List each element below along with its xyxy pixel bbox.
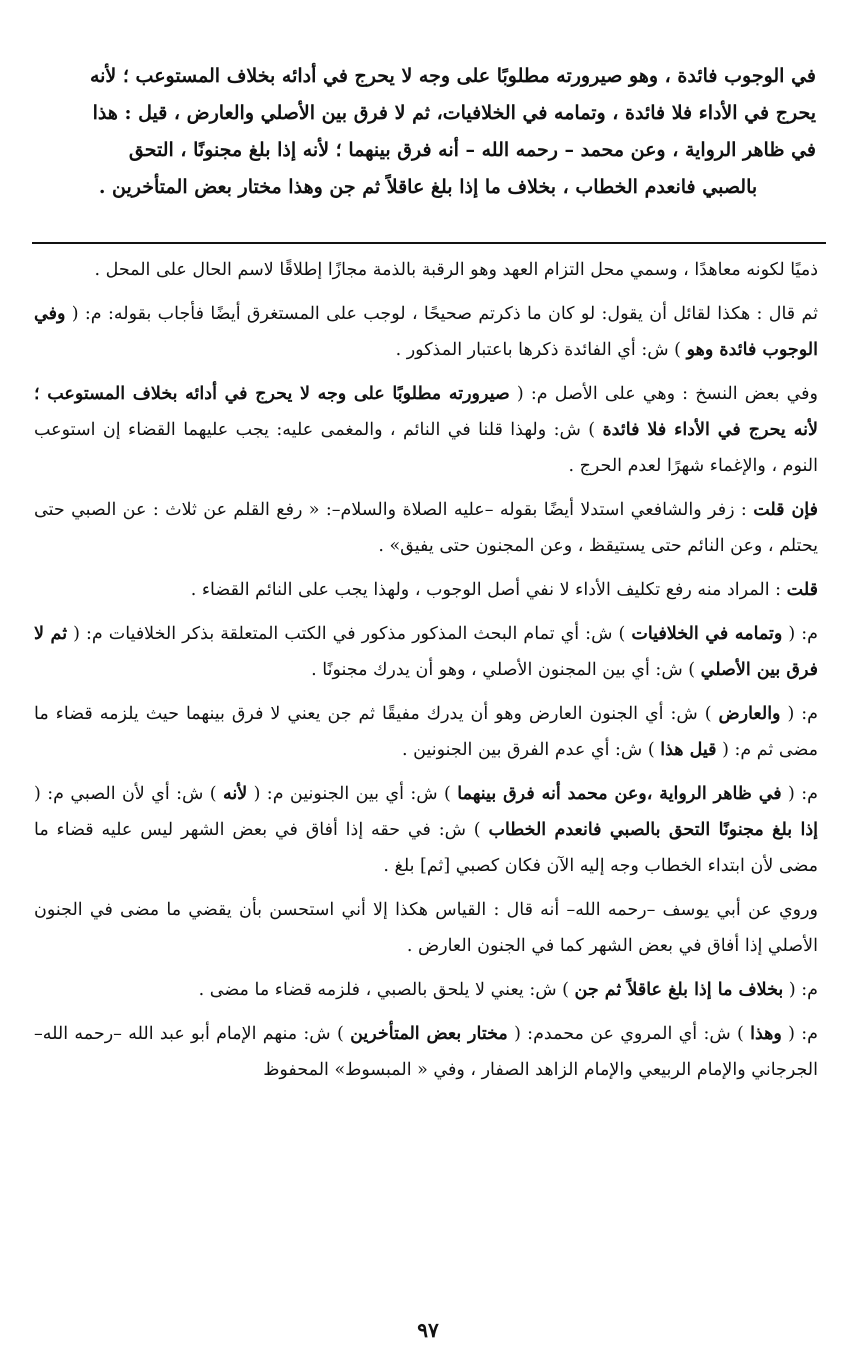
main-text-line: في الوجوب فائدة ، وهو صيرورته مطلوبًا على وجه لا يحرج في أدائه بخلاف المستوعب ؛ لأنه <box>89 65 816 87</box>
commentary-text: : المراد منه رفع تكليف الأداء لا نفي أصل الوجوب ، ولهذا يجب على النائم القضاء . <box>190 580 782 600</box>
commentary-text: ) ش: يعني لا يلحق بالصبي ، فلزمه قضاء ما مضى . <box>198 980 569 1000</box>
page-number: ٩٧ <box>417 1318 439 1342</box>
commentary-paragraph <box>34 776 818 884</box>
quoted-matn: بخلاف ما إذا بلغ عاقلاً ثم جن <box>574 980 784 1000</box>
commentary-paragraph <box>34 492 818 564</box>
commentary-text: ) ش: أي لأن الصبي م: ( <box>34 784 217 804</box>
commentary-text: ) ش: أي المروي عن محمدم: ( <box>514 1024 744 1044</box>
quoted-matn: وفي الوجوب فائدة وهو <box>34 304 818 360</box>
commentary-paragraph <box>34 616 818 688</box>
commentary-text: ) ش: في حقه إذا أفاق في بعض الشهر ليس عليه قضاء ما مضى لأن ابتداء الخطاب وجه إليه الآن فكان كصبي [ثم] بلغ . <box>34 820 818 876</box>
commentary-text: م: ( <box>788 784 818 804</box>
quoted-matn: إذا بلغ مجنونًا التحق بالصبي فانعدم الخطاب <box>488 820 818 840</box>
quoted-matn: والعارض <box>718 704 781 724</box>
commentary-text: م: ( <box>787 704 818 724</box>
commentary-paragraph: وروي عن أبي يوسف –رحمه الله– أنه قال : القياس هكذا إلا أني استحسن بأن يقضي ما مضى في الجنون الأصلي إذا أفاق في بعض الشهر كما في الجنون العارض . <box>34 900 818 956</box>
question-label: فإن قلت <box>753 500 818 520</box>
quoted-matn: ثم لا فرق بين الأصلي <box>34 624 818 680</box>
section-divider <box>32 242 826 244</box>
quoted-matn: وهذا <box>750 1024 782 1044</box>
commentary-text: ) ش: أي الجنون العارض وهو أن يدرك مفيقًا ثم جن يعني لا فرق بينهما حيث يلزمه قضاء ما مضى ثم م: ( <box>34 704 818 760</box>
quoted-matn: وتمامه في الخلافيات <box>631 624 783 644</box>
commentary-block <box>34 252 818 1096</box>
commentary-paragraph <box>34 1016 818 1088</box>
commentary-text: ثم قال : هكذا لقائل أن يقول: لو كان ما ذكرتم صحيحًا ، لوجب على المستغرق أيضًا فأجاب بقوله: م: ( <box>71 304 818 324</box>
commentary-paragraph <box>34 972 818 1008</box>
quoted-matn: لأنه <box>222 784 248 804</box>
commentary-text: م: ( <box>788 980 818 1000</box>
main-text-line: بالصبي فانعدم الخطاب ، بخلاف ما إذا بلغ عاقلاً ثم جن وهذا مختار بعض المتأخرين . <box>98 176 758 198</box>
commentary-text: م: ( <box>788 1024 818 1044</box>
commentary-text: ) ش: ولهذا قلنا في النائم ، والمغمى عليه: يجب عليهما القضاء إن استوعب النوم ، والإغماء شهرًا لعدم الحرج . <box>34 420 818 476</box>
commentary-text: وفي بعض النسخ : وهي على الأصل م: ( <box>516 384 818 404</box>
commentary-text: ) ش: أي بين الجنونين م: ( <box>253 784 451 804</box>
commentary-paragraph <box>34 376 818 484</box>
commentary-text: ) ش: منهم الإمام أبو عبد الله –رحمه الله– الجرجاني والإمام الربيعي والإمام الزاهد الصفار ، وفي « المبسوط» المحفوظ <box>34 1024 818 1080</box>
main-text-line: في ظاهر الرواية ، وعن محمد – رحمه الله – أنه فرق بينهما ؛ لأنه إذا بلغ مجنونًا ، التحق <box>128 139 816 161</box>
commentary-text: ) ش: أي تمام البحث المذكور مذكور في الكتب المتعلقة بذكر الخلافيات م: ( <box>73 624 626 644</box>
commentary-text: : زفر والشافعي استدلا أيضًا بقوله –عليه الصلاة والسلام–: « رفع القلم عن ثلاث : عن الصبي حتى يحتلم ، وعن النائم حتى يستيقظ ، وعن المجنون حتى يفيق» . <box>34 500 818 556</box>
quoted-matn: صيرورته مطلوبًا على وجه لا يحرج في أدائه بخلاف المستوعب ؛ لأنه يحرج في الأداء فلا فائدة <box>34 384 818 440</box>
main-text-block <box>40 58 816 206</box>
quoted-matn: قيل هذا <box>660 740 717 760</box>
answer-label: قلت <box>786 580 818 600</box>
quoted-matn: مختار بعض المتأخرين <box>350 1024 508 1044</box>
commentary-paragraph: ذميًا لكونه معاهدًا ، وسمي محل التزام العهد وهو الرقبة بالذمة مجازًا إطلاقًا لاسم الحال على المحل . <box>94 260 818 280</box>
commentary-paragraph <box>34 296 818 368</box>
commentary-text: ) ش: أي عدم الفرق بين الجنونين . <box>402 740 655 760</box>
quoted-matn: في ظاهر الرواية ،وعن محمد أنه فرق بينهما <box>457 784 782 804</box>
commentary-paragraph <box>34 696 818 768</box>
commentary-text: م: ( <box>788 624 818 644</box>
commentary-text: ) ش: أي الفائدة ذكرها باعتبار المذكور . <box>395 340 682 360</box>
main-text-line: يحرج في الأداء فلا فائدة ، وتمامه في الخلافيات، ثم لا فرق بين الأصلي والعارض ، قيل : هذا <box>92 102 816 124</box>
commentary-text: ) ش: أي بين المجنون الأصلي ، وهو أن يدرك مجنونًا . <box>311 660 696 680</box>
commentary-paragraph <box>34 572 818 608</box>
